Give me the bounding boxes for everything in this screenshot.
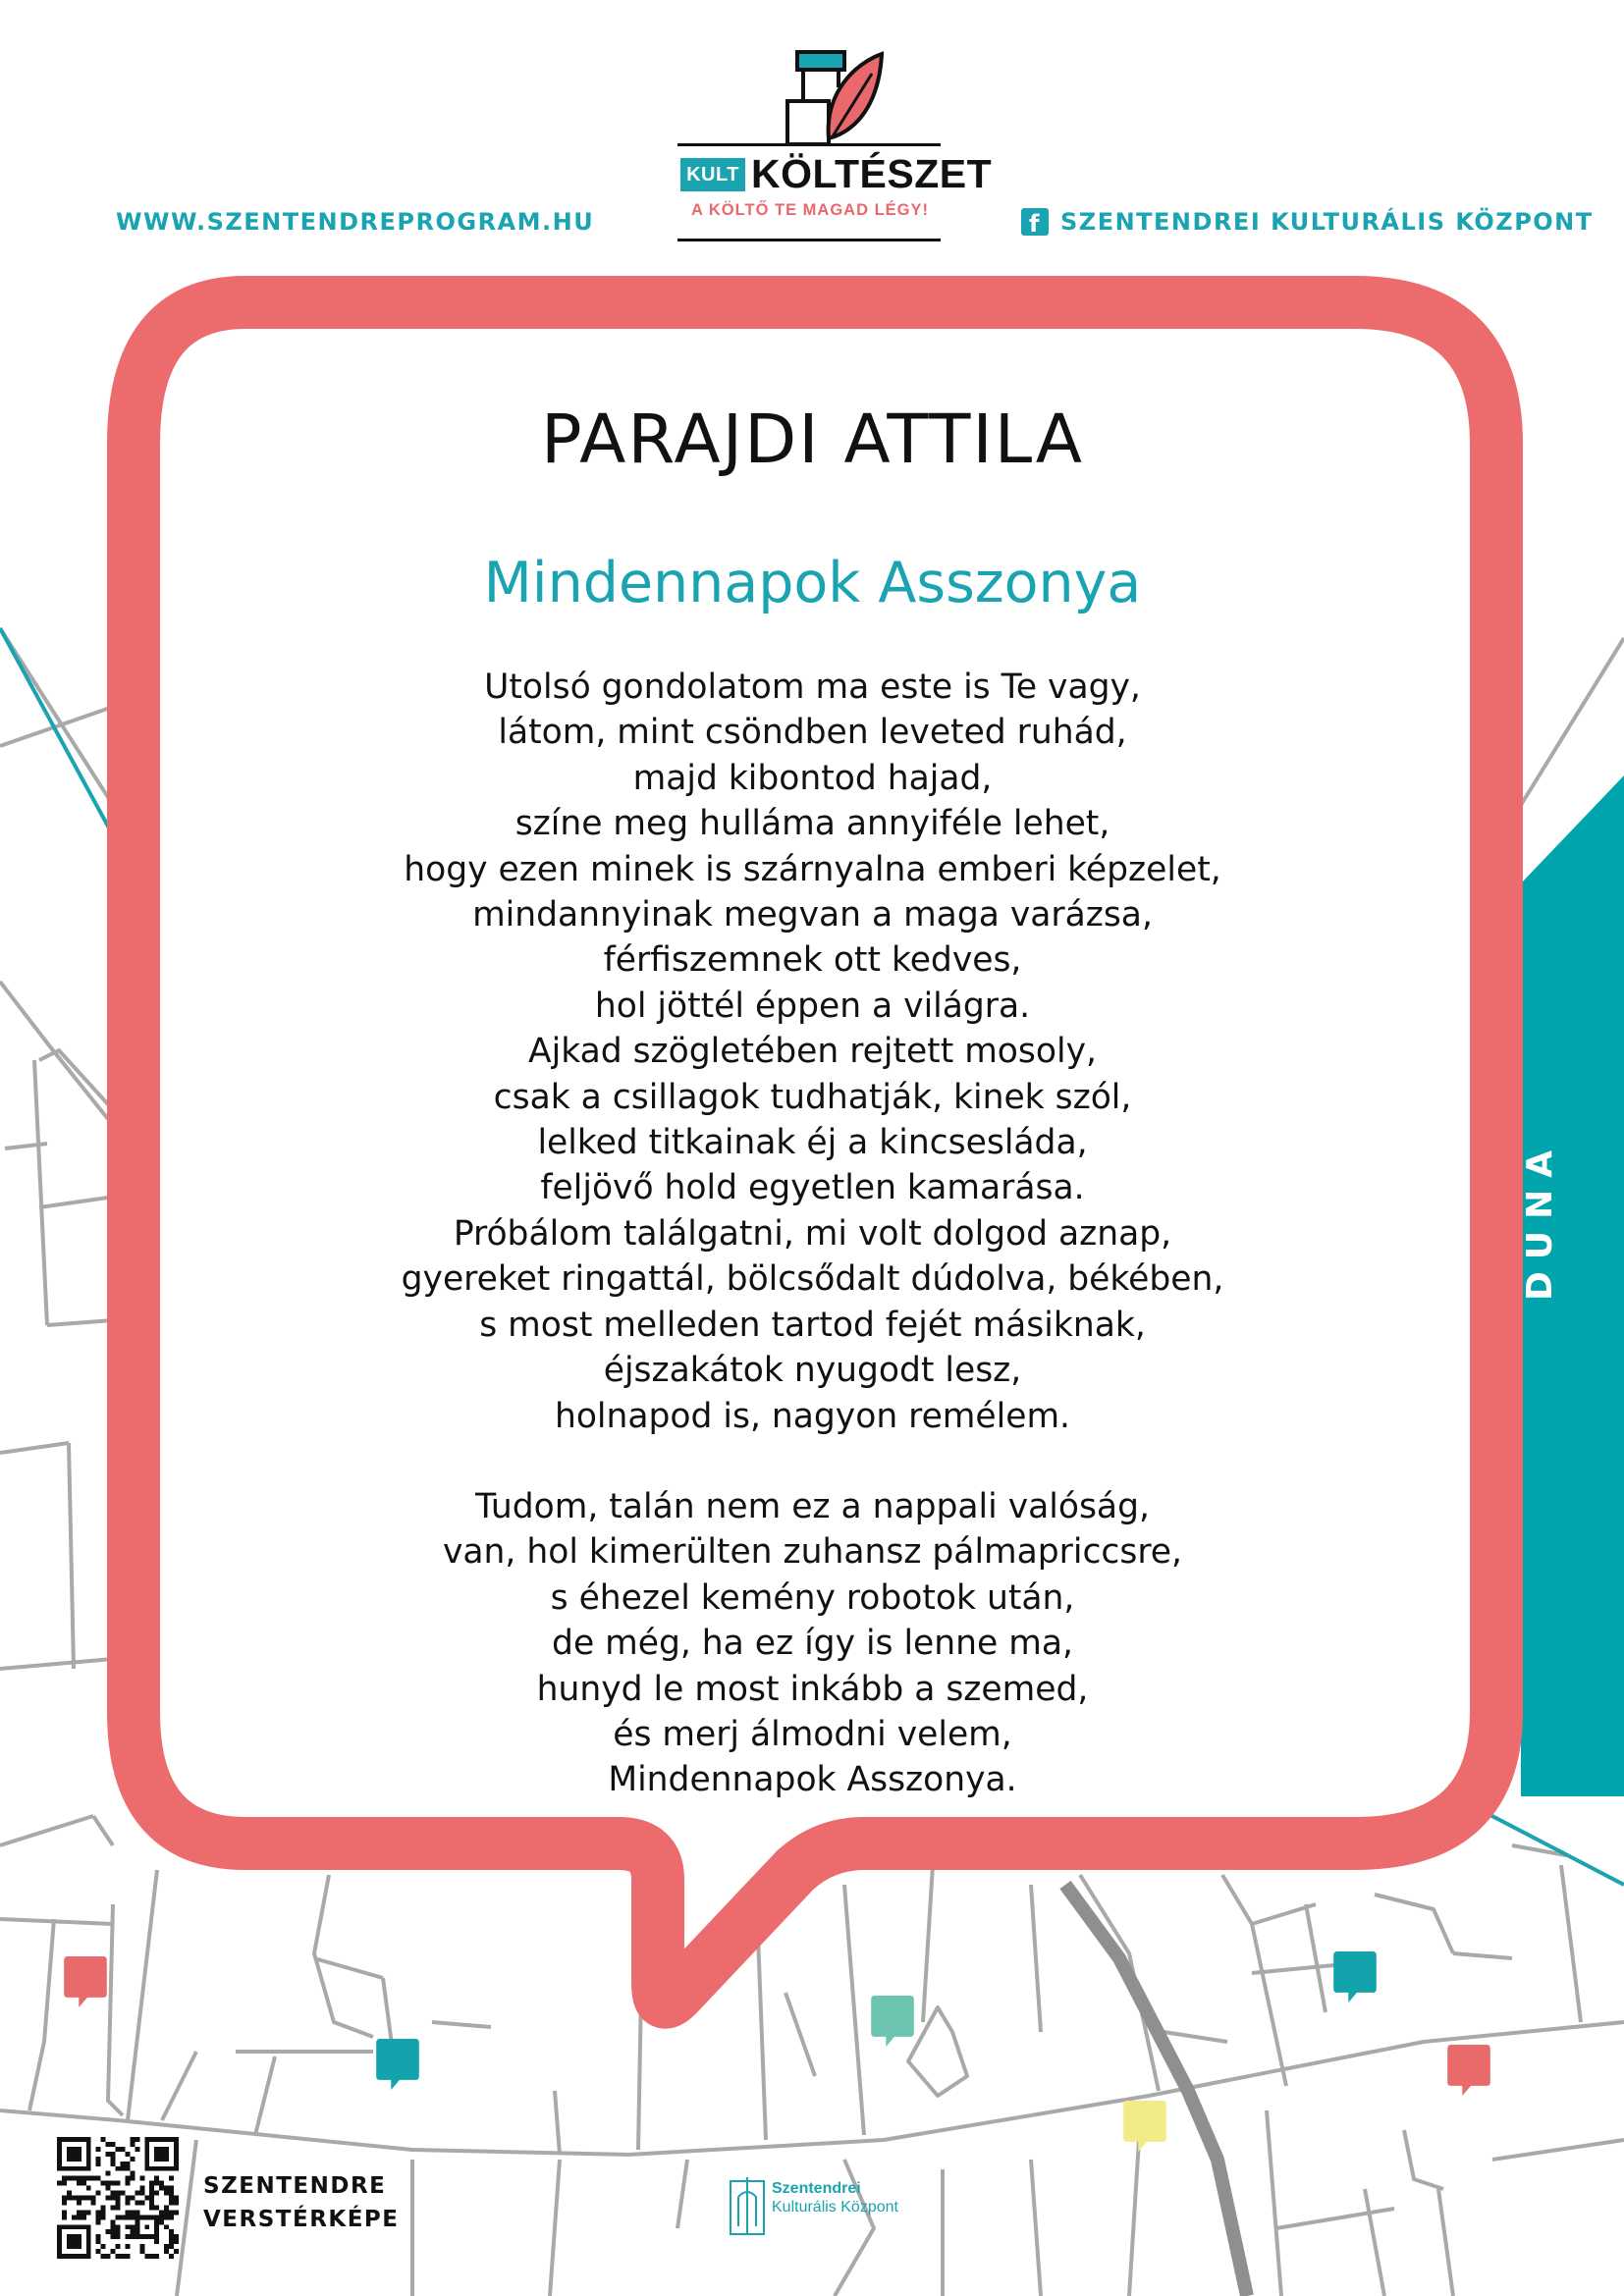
poem-title: Mindennapok Asszonya (483, 551, 1142, 615)
poem-line: feljövő hold egyetlen kamarása. (540, 1168, 1085, 1208)
facebook-page-name: SZENTENDREI KULTURÁLIS KÖZPONT (1060, 208, 1594, 236)
cultural-center-name-line: Kulturális Központ (772, 2199, 898, 2216)
poem-line: lelked titkainak éj a kincsesláda, (537, 1123, 1088, 1163)
poem-line: hol jöttél éppen a világra. (594, 986, 1031, 1026)
poem-line: Utolsó gondolatom ma este is Te vagy, (484, 667, 1141, 707)
poem-line: holnapod is, nagyon remélem. (554, 1396, 1071, 1436)
speech-marker-icon (1119, 2101, 1170, 2152)
poem-line: mindannyinak megvan a maga varázsa, (472, 895, 1153, 935)
speech-marker-icon (1443, 2045, 1494, 2096)
poem-line: s most melleden tartod fejét másiknak, (479, 1305, 1146, 1345)
cultural-center-name-line: Szentendrei (772, 2180, 861, 2197)
poem-line: Tudom, talán nem ez a nappali valóság, (475, 1486, 1150, 1526)
speech-marker-icon (372, 2039, 423, 2090)
cultural-center-logo (729, 2175, 905, 2244)
poem-stanza (162, 665, 1463, 1439)
logo-wordmark: KÖLTÉSZET (751, 151, 993, 196)
poem-stanza (162, 1484, 1463, 1803)
speech-marker-icon (60, 1956, 111, 2007)
project-title-line: VERSTÉRKÉPE (203, 2207, 400, 2232)
project-title (203, 2169, 400, 2236)
qr-code-icon[interactable] (57, 2137, 179, 2259)
cultural-center-name (772, 2179, 898, 2216)
poem-line: látom, mint csöndben leveted ruhád, (498, 713, 1127, 753)
speech-marker-icon (1329, 1951, 1380, 2002)
website-link[interactable]: WWW.SZENTENDREPROGRAM.HU (116, 208, 595, 236)
poem-line: majd kibontod hajad, (632, 758, 993, 798)
speech-marker-icon (867, 1996, 918, 2047)
poem-line: férfiszemnek ott kedves, (603, 940, 1022, 981)
logo-badge: KULT (680, 158, 745, 191)
facebook-icon: f (1021, 208, 1049, 236)
poem-line: csak a csillagok tudhatják, kinek szól, (493, 1077, 1132, 1117)
river-label: DUNA (1520, 1138, 1560, 1301)
poem-line: éjszakátok nyugodt lesz, (603, 1351, 1022, 1391)
poem-line: de még, ha ez így is lenne ma, (552, 1624, 1073, 1664)
building-icon (729, 2175, 768, 2238)
logo-slogan: A KÖLTŐ TE MAGAD LÉGY! (691, 201, 929, 219)
project-title-line: SZENTENDRE (203, 2173, 387, 2199)
poem-line: gyereket ringattál, bölcsődalt dúdolva, békében, (401, 1259, 1224, 1300)
poem-line: van, hol kimerülten zuhansz pálmapriccsre, (443, 1532, 1182, 1573)
poem-line: Mindennapok Asszonya. (608, 1760, 1017, 1800)
poem-line: Ajkad szögletében rejtett mosoly, (528, 1032, 1097, 1072)
poem-line: hunyd le most inkább a szemed, (536, 1669, 1089, 1709)
poem-line: színe meg hulláma annyiféle lehet, (514, 804, 1110, 844)
poet-name: PARAJDI ATTILA (540, 400, 1084, 479)
poem-line: s éhezel kemény robotok után, (550, 1577, 1075, 1618)
poem-body (162, 665, 1463, 1803)
poem-line: és merj álmodni velem, (613, 1714, 1012, 1754)
poem-line: hogy ezen minek is szárnyalna emberi képzelet, (404, 849, 1221, 889)
poem-line: Próbálom találgatni, mi volt dolgod aznap, (453, 1213, 1172, 1254)
